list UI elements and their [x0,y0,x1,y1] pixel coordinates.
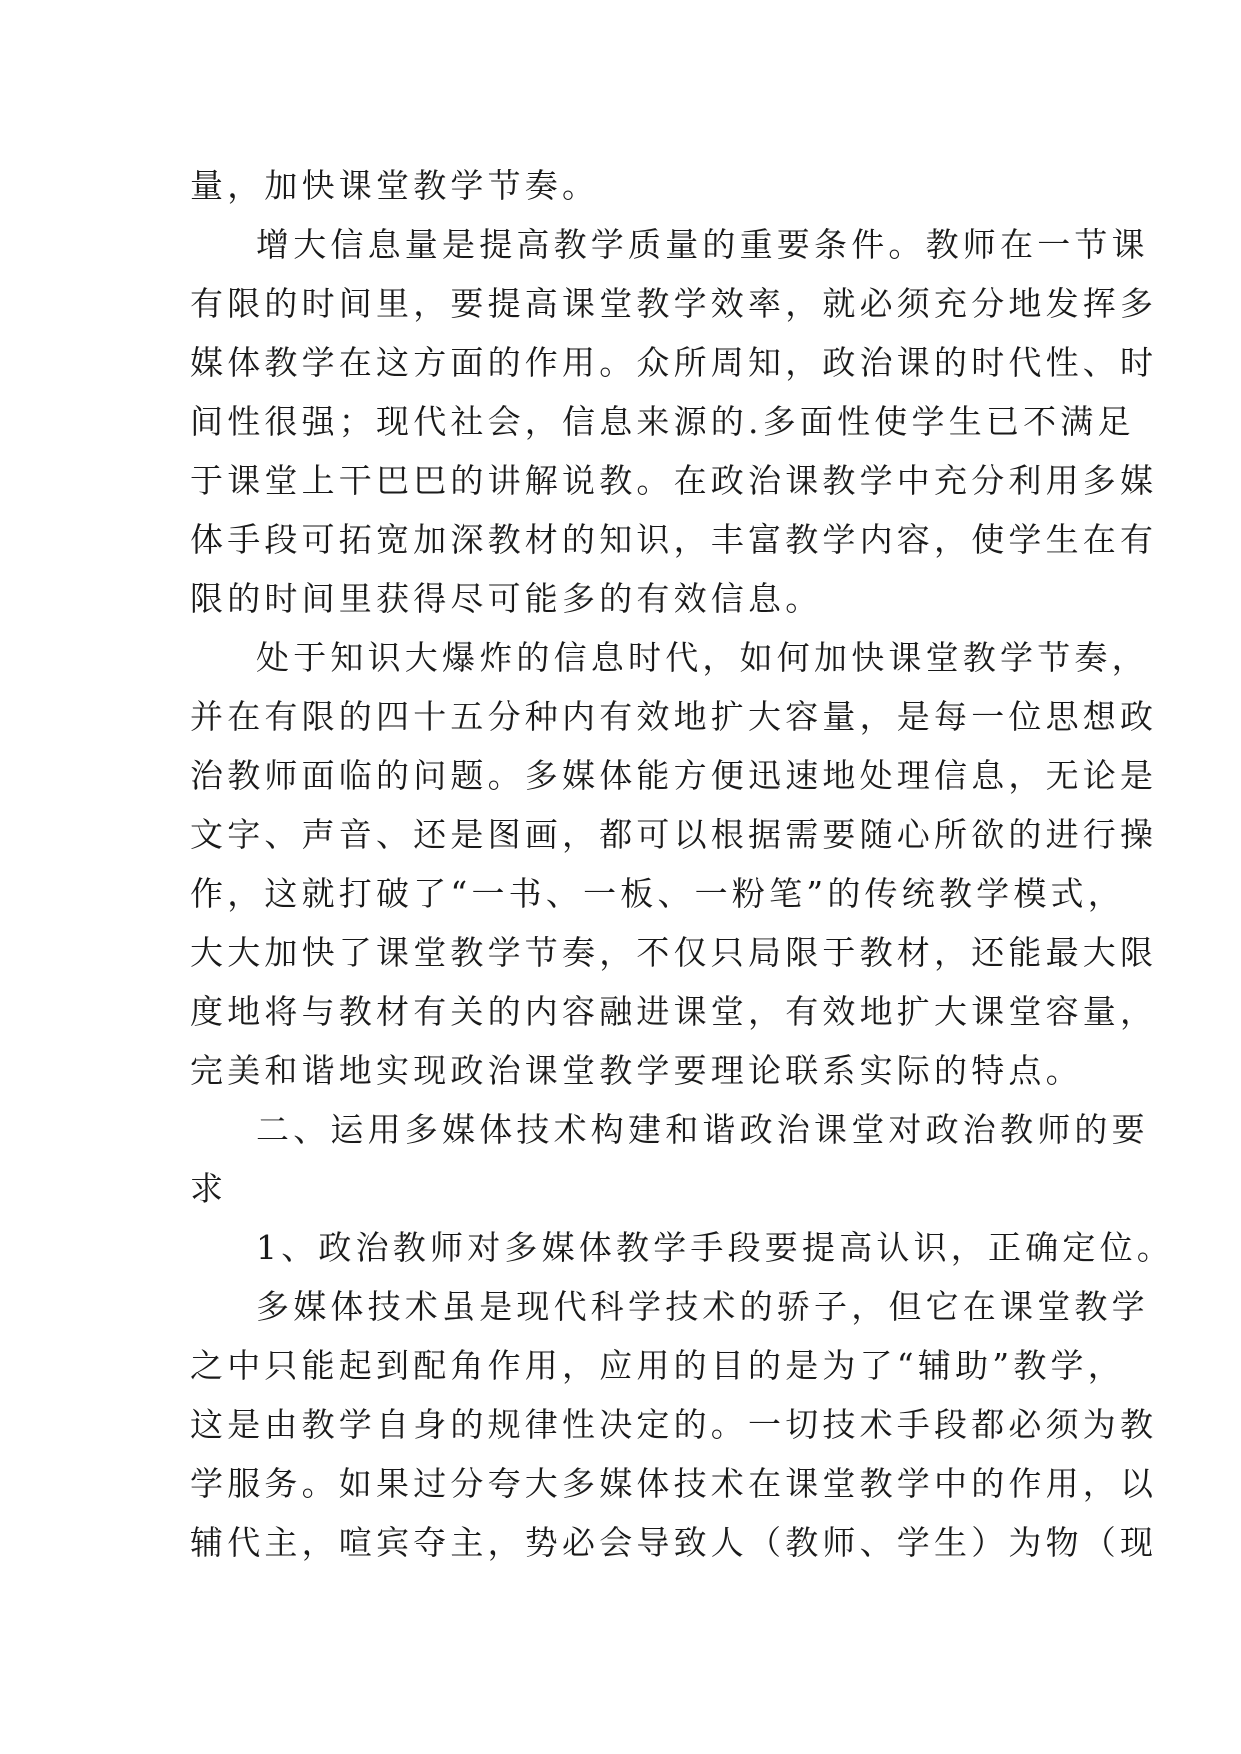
text-line: 作，这就打破了“一书、一板、一粉笔”的传统教学模式， [190,874,1125,913]
text-line: 文字、声音、还是图画，都可以根据需要随心所欲的进行操 [190,815,1158,854]
text-line: 之中只能起到配角作用，应用的目的是为了“辅助”教学， [190,1346,1125,1385]
text-line: 有限的时间里，要提高课堂教学效率，就必须充分地发挥多 [190,284,1158,323]
text-line: 体手段可拓宽加深教材的知识，丰富教学内容，使学生在有 [190,520,1158,559]
text-line: 并在有限的四十五分种内有效地扩大容量，是每一位思想政 [190,697,1158,736]
body-text [190,156,1174,1572]
text-line: 完美和谐地实现政治课堂教学要理论联系实际的特点。 [190,1051,1083,1090]
text-line: 大大加快了课堂教学节奏，不仅只局限于教材，还能最大限 [190,933,1158,972]
text-line: 媒体教学在这方面的作用。众所周知，政治课的时代性、时 [190,343,1158,382]
text-line: 限的时间里获得尽可能多的有效信息。 [190,579,823,618]
text-line: 辅代主，喧宾夺主，势必会导致人（教师、学生）为物（现 [190,1523,1158,1562]
text-line: 量，加快课堂教学节奏。 [190,166,600,205]
section-heading: 二、运用多媒体技术构建和谐政治课堂对政治教师的要 [256,1110,1149,1149]
text-line: 学服务。如果过分夸大多媒体技术在课堂教学中的作用，以 [190,1464,1158,1503]
paragraph-first-line: 增大信息量是提高教学质量的重要条件。教师在一节课 [256,225,1149,264]
paragraph-first-line: 处于知识大爆炸的信息时代，如何加快课堂教学节奏， [256,638,1149,677]
section-heading-continued: 求 [190,1169,228,1208]
text-line: 度地将与教材有关的内容融进课堂，有效地扩大课堂容量， [190,992,1158,1031]
text-line: 于课堂上干巴巴的讲解说教。在政治课教学中充分利用多媒 [190,461,1158,500]
text-line: 治教师面临的问题。多媒体能方便迅速地处理信息，无论是 [190,756,1158,795]
text-line: 这是由教学自身的规律性决定的。一切技术手段都必须为教 [190,1405,1158,1444]
subsection-heading: 1、政治教师对多媒体教学手段要提高认识，正确定位。 [256,1228,1174,1267]
paragraph-first-line: 多媒体技术虽是现代科学技术的骄子，但它在课堂教学 [256,1287,1149,1326]
text-line: 间性很强；现代社会，信息来源的.多面性使学生已不满足 [190,402,1135,441]
